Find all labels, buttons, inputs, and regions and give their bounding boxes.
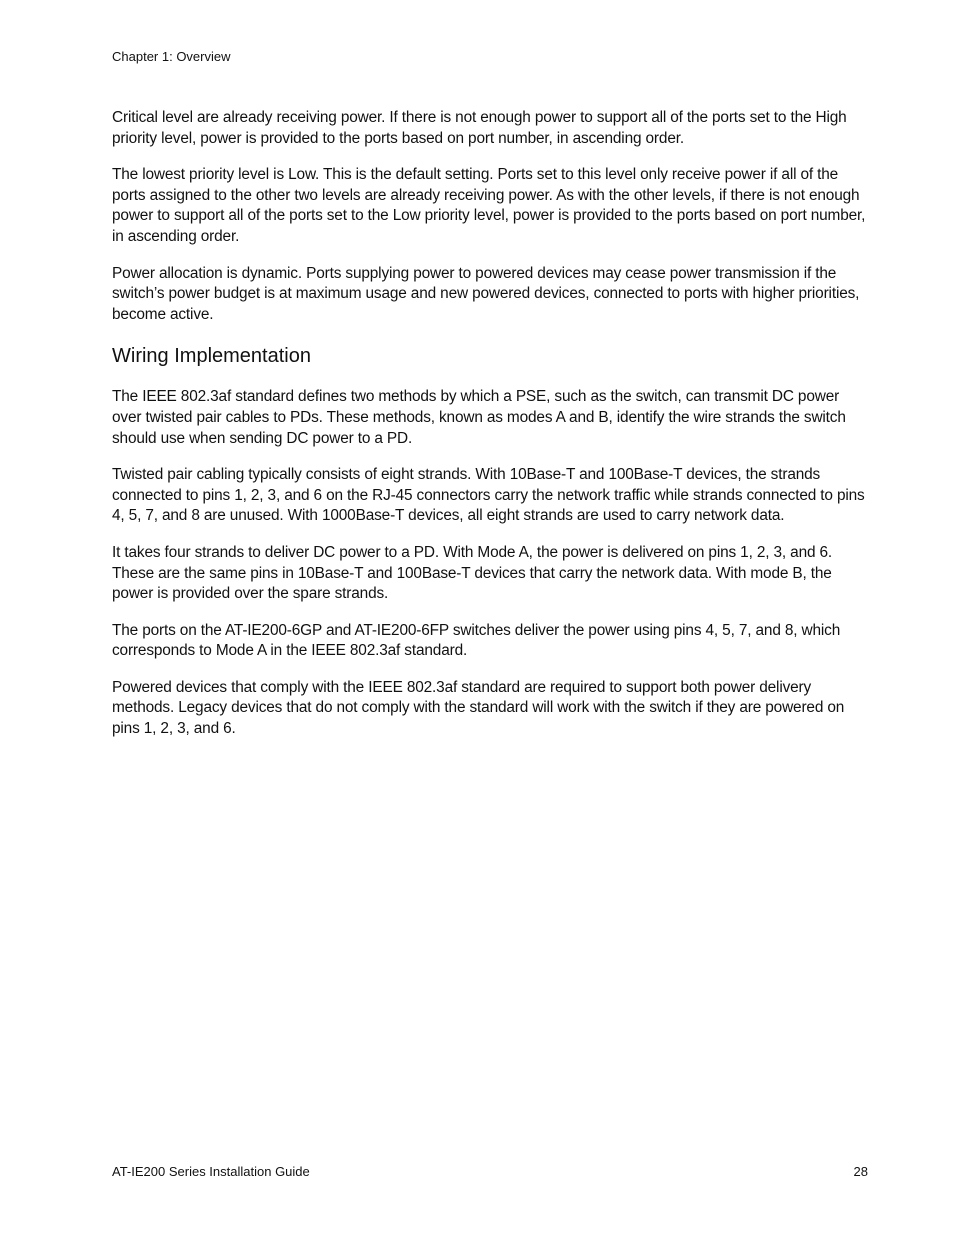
paragraph-powered-devices: Powered devices that comply with the IEEE 802.3af standard are required to support both power delivery methods. Legacy devices that do not comply with the standard will work with the switch if they are powered on pins 1, 2, 3, and 6. xyxy=(112,678,845,738)
section-heading-wiring: Wiring Implementation xyxy=(112,345,311,368)
paragraph-critical-level: Critical level are already receiving power. If there is not enough power to support all of the ports set to the High priority level, power is provided to the ports based on port number, in ascending order. xyxy=(112,109,847,147)
page-number: 28 xyxy=(853,1164,868,1179)
running-header: Chapter 1: Overview xyxy=(112,49,231,64)
paragraph-twisted-pair: Twisted pair cabling typically consists of eight strands. With 10Base-T and 100Base-T devices, the strands connected to pins 1, 2, 3, and 6 on the RJ-45 connectors carry the network traffic while strands connected to pins 4, 5, 7, and 8 are unused. With 1000Base-T devices, all eight strands are used to carry network data. xyxy=(112,466,865,525)
paragraph-ieee-standard: The IEEE 802.3af standard defines two methods by which a PSE, such as the switch, can transmit DC power over twisted pair cables to PDs. These methods, known as modes A and B, identify the wire strands the switch should use when sending DC power to a PD. xyxy=(112,388,846,447)
paragraph-four-strands: It takes four strands to deliver DC power to a PD. With Mode A, the power is delivered on pins 1, 2, 3, and 6. These are the same pins in 10Base-T and 100Base-T devices that carry the network data. With mode B, the power is provided over the spare strands. xyxy=(112,543,833,603)
paragraph-power-allocation: Power allocation is dynamic. Ports supplying power to powered devices may cease power transmission if the switch’s power budget is at maximum usage and new powered devices, connected to ports with higher priorities, become active. xyxy=(112,264,860,323)
page-content xyxy=(112,108,868,756)
paragraph-low-priority: The lowest priority level is Low. This is the default setting. Ports set to this level only receive power if all of the ports assigned to the other two levels are already receiving power. As with the other levels, if there is not enough power to support all of the ports set to the Low priority level, power is provided to the ports based on port number, in ascending order. xyxy=(112,166,866,245)
footer-guide-title: AT-IE200 Series Installation Guide xyxy=(112,1164,310,1179)
paragraph-switch-ports: The ports on the AT-IE200-6GP and AT-IE200-6FP switches deliver the power using pins 4, 5, 7, and 8, which corresponds to Mode A in the IEEE 802.3af standard. xyxy=(112,621,841,660)
